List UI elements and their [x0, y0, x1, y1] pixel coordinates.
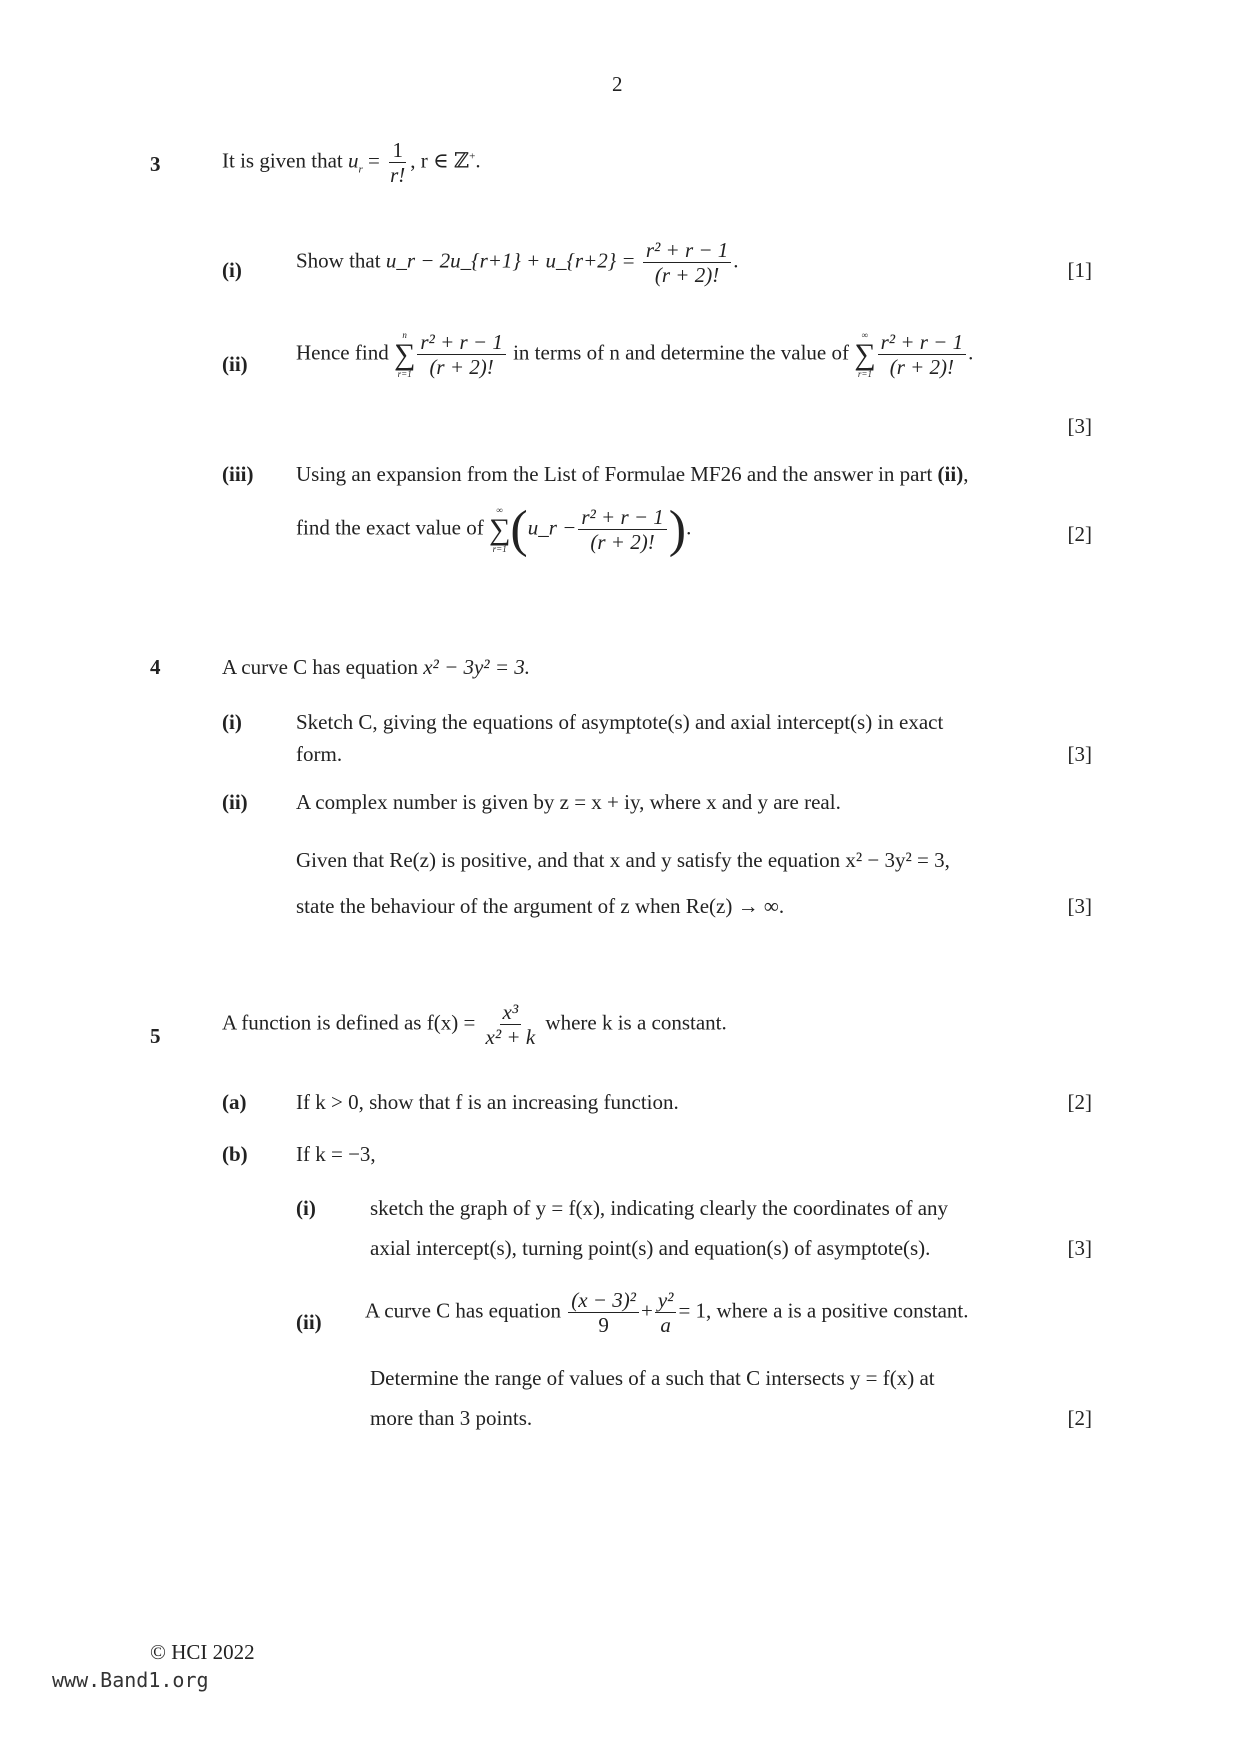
fraction-numerator: r² + r − 1 — [643, 238, 731, 263]
q3-part-i-marks: [1] — [1067, 258, 1092, 282]
q3-iii-fraction — [578, 505, 666, 554]
q5-part-b-label: (b) — [222, 1142, 248, 1166]
q3-intro-fraction — [387, 138, 408, 187]
q5-b-ii-line2: Determine the range of values of a such that C intersects y = f(x) at — [370, 1366, 935, 1390]
question-4-number: 4 — [150, 655, 161, 679]
sum-lower-limit: r=1 — [492, 543, 507, 554]
fraction-numerator: (x − 3)² — [568, 1288, 639, 1313]
fraction-numerator: 1 — [389, 138, 406, 163]
fraction-numerator: y² — [655, 1288, 677, 1313]
sum-lower-limit: r=1 — [397, 368, 412, 379]
fraction-denominator: (r + 2)! — [590, 530, 655, 554]
q3-i-prompt: Show that — [296, 248, 381, 273]
q5-b-i-marks: [3] — [1067, 1236, 1092, 1260]
q3-intro-sub: r — [358, 163, 363, 176]
sum-upper-limit: n — [402, 329, 407, 340]
q3-part-iii-line1 — [296, 462, 968, 487]
q3-i-math: u_r − 2u_{r+1} + u_{r+2} = — [385, 248, 636, 273]
q4-part-i-line2: form. — [296, 742, 343, 766]
q5-part-a-marks: [2] — [1067, 1090, 1092, 1114]
q5-part-b-text: If k = −3, — [296, 1142, 376, 1166]
q3-part-i-label: (i) — [222, 258, 242, 282]
q4-part-i-label: (i) — [222, 710, 242, 734]
q5-b-ii-label: (ii) — [296, 1310, 322, 1334]
q3-iii-text-2: find the exact value of — [296, 515, 484, 540]
q5-intro-text: A function is defined as f(x) = — [222, 1010, 476, 1035]
q5-b-ii-text-after: = 1, where a is a positive constant. — [678, 1298, 969, 1323]
fraction-denominator: x² + k — [485, 1025, 536, 1050]
question-5-number: 5 — [150, 1024, 161, 1048]
q3-i-end: . — [733, 248, 739, 273]
fraction-numerator: r² + r − 1 — [417, 330, 505, 355]
q3-part-ii-label: (ii) — [222, 352, 248, 376]
q3-part-iii-label: (iii) — [222, 462, 254, 486]
fraction-denominator: (r + 2)! — [889, 355, 955, 380]
fraction-denominator: a — [660, 1313, 671, 1338]
q4-part-i-line1: Sketch C, giving the equations of asymptote(s) and axial intercept(s) in exact — [296, 710, 944, 734]
fraction-numerator: x³ — [500, 1000, 522, 1025]
q3-intro-text: It is given that — [222, 148, 343, 173]
q5-b-ii-marks: [2] — [1067, 1406, 1092, 1430]
q4-part-ii-line3: state the behaviour of the argument of z when Re(z) → ∞. — [296, 894, 785, 918]
q5-part-a-text: If k > 0, show that f is an increasing function. — [296, 1090, 679, 1114]
q3-iii-inner: u_r − — [527, 515, 577, 540]
fraction-numerator: r² + r − 1 — [578, 505, 666, 530]
q3-iii-ref: (ii) — [937, 462, 964, 486]
q4-intro-text: A curve C has equation — [222, 655, 418, 679]
q4-part-ii-line1: A complex number is given by z = x + iy, where x and y are real. — [296, 790, 841, 814]
q5-intro-end: where k is a constant. — [545, 1010, 727, 1035]
fraction-denominator: (r + 2)! — [654, 263, 720, 288]
q3-intro-u: u — [347, 148, 359, 173]
q3-ii-mid-text: in terms of n and determine the value of — [513, 340, 849, 365]
q3-ii-prompt: Hence find — [296, 340, 389, 365]
page-number: 2 — [612, 72, 623, 96]
q4-part-ii-label: (ii) — [222, 790, 248, 814]
q3-i-fraction — [643, 238, 731, 287]
q5-b-i-line1: sketch the graph of y = f(x), indicating clearly the coordinates of any — [370, 1196, 949, 1220]
q4-part-ii-line2: Given that Re(z) is positive, and that x and y satisfy the equation x² − 3y² = 3, — [296, 848, 950, 872]
question-3-number: 3 — [150, 152, 161, 176]
fraction-numerator: r² + r − 1 — [878, 330, 966, 355]
q5-part-a-label: (a) — [222, 1090, 247, 1114]
q3-iii-text: Using an expansion from the List of Formulae MF26 and the answer in part — [296, 462, 933, 486]
q3-ii-fraction-2 — [878, 330, 966, 379]
q4-part-ii-marks: [3] — [1067, 894, 1092, 918]
q5-b-ii-fraction-1 — [568, 1288, 639, 1337]
fraction-denominator: 9 — [598, 1313, 609, 1338]
fraction-denominator: (r + 2)! — [429, 355, 494, 380]
sum-lower-limit: r=1 — [857, 368, 872, 379]
q3-ii-end: . — [968, 340, 974, 365]
q5-b-ii-text: A curve C has equation — [365, 1298, 561, 1323]
summation-symbol: ∞ ∑ r=1 — [489, 504, 511, 554]
summation-symbol: ∞ ∑ r=1 — [854, 329, 876, 379]
q4-intro-math: x² − 3y² = 3. — [423, 655, 531, 679]
q5-b-ii-line3: more than 3 points. — [370, 1406, 533, 1430]
q3-intro-eq: = — [368, 148, 380, 173]
q5-b-i-label: (i) — [296, 1196, 316, 1220]
q3-part-ii-text — [296, 330, 973, 379]
q3-ii-fraction — [417, 330, 505, 379]
q3-iii-end: . — [686, 515, 692, 540]
q3-part-i-text — [296, 238, 739, 287]
fraction-denominator: r! — [390, 163, 406, 188]
copyright: © HCI 2022 — [150, 1640, 255, 1664]
q5-b-ii-fraction-2 — [655, 1288, 677, 1337]
q3-iii-ref-end: , — [963, 462, 969, 486]
q5-b-ii-line1 — [365, 1288, 968, 1337]
q3-intro-end: . — [475, 148, 481, 173]
question-5-intro — [222, 1000, 727, 1049]
q4-part-i-marks: [3] — [1067, 742, 1092, 766]
sum-upper-limit: ∞ — [861, 329, 869, 340]
q3-intro-domain-sup: + — [469, 150, 476, 163]
q3-part-iii-line2: find the exact value of ∞ ∑ r=1 (u_r − $\frac{\text{r² + r − 1}}{(r + 2)!}$ ). — [296, 501, 692, 558]
question-3-intro — [222, 138, 481, 187]
q3-part-iii-marks: [2] — [1067, 522, 1092, 546]
q3-intro-domain: , r ∈ ℤ — [410, 148, 470, 173]
q5-b-i-line2: axial intercept(s), turning point(s) and equation(s) of asymptote(s). — [370, 1236, 931, 1260]
q5-b-ii-plus: + — [640, 1298, 653, 1323]
q5-intro-fraction — [483, 1000, 539, 1049]
q3-part-ii-marks: [3] — [1067, 414, 1092, 438]
question-4-intro — [222, 655, 530, 680]
sum-upper-limit: ∞ — [496, 504, 503, 515]
summation-symbol: n ∑ r=1 — [393, 329, 416, 379]
watermark: www.Band1.org — [52, 1668, 209, 1692]
